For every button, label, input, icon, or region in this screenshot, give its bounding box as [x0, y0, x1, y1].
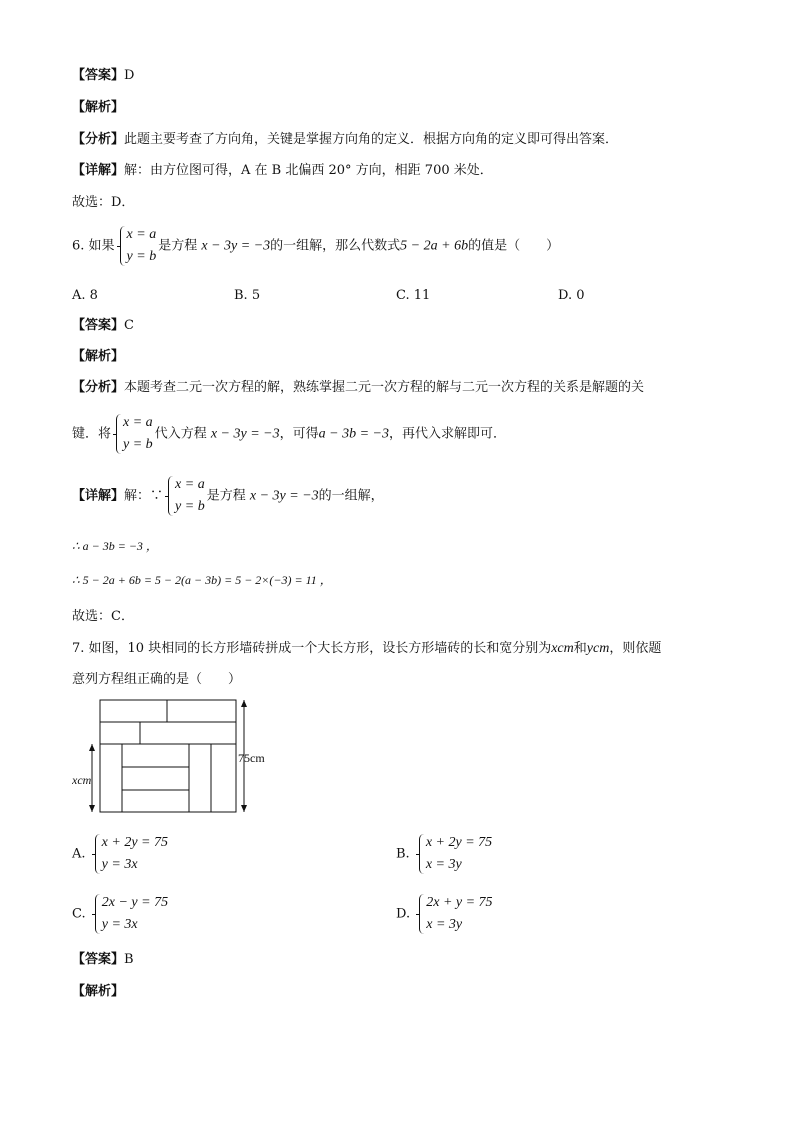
- q6-suffix: 的一组解，那么代数式: [270, 238, 401, 254]
- q7-option-d-system: [416, 892, 492, 936]
- q6-step2: [72, 570, 332, 590]
- q7-option-b-r1: x + 2y = 75: [425, 835, 493, 850]
- q6-analysis-tag: [72, 347, 124, 367]
- q7-ycm: ycm: [586, 641, 610, 656]
- q5-detail-line: [72, 161, 493, 181]
- q6-step1: [72, 536, 158, 556]
- choose-text: 故选：C．: [72, 609, 134, 624]
- fenxi-line2-eq: x − 3y = −3: [210, 426, 280, 442]
- analysis-tag: 【解析】: [72, 100, 125, 115]
- q6-detail-system: [165, 474, 205, 518]
- q7-option-c-system: [92, 892, 168, 936]
- q6-detail-sys-row1: x = a: [175, 477, 205, 492]
- answer-value: B: [124, 952, 134, 967]
- q7-analysis-tag: [72, 982, 124, 1002]
- q7-option-b-system: [416, 832, 492, 876]
- answer-tag: 【答案】: [72, 952, 125, 967]
- q6-option-c[interactable]: C. 11: [396, 288, 431, 303]
- q6-option-a[interactable]: A. 8: [72, 288, 98, 303]
- q7-option-b-letter: B.: [396, 846, 410, 862]
- fenxi-line2-d: ，再代入求解即可．: [388, 426, 506, 442]
- q6-end: 的值是（ ）: [468, 238, 560, 254]
- q7-option-a[interactable]: [72, 832, 170, 876]
- fenxi-tag: 【分析】: [72, 380, 125, 395]
- q7-option-a-r1: x + 2y = 75: [101, 835, 168, 850]
- q6-fenxi-line2: [72, 412, 506, 456]
- q7-stem-line1: [72, 639, 661, 659]
- q6-equation: x − 3y = −3: [201, 238, 271, 254]
- fenxi-tag: 【分析】: [72, 132, 125, 147]
- fenxi-line2-b: 代入方程: [154, 426, 207, 442]
- arrowhead-x-bottom: [89, 805, 95, 812]
- q6-option-d[interactable]: D. 0: [558, 288, 585, 303]
- fenxi-line2-eq2: a − 3b = −3: [318, 426, 389, 442]
- detail-text: 解：由方位图可得，A 在 B 北偏西 20° 方向，相距 700 米处．: [124, 163, 493, 178]
- q7-and: 和: [573, 641, 587, 656]
- q7-option-c[interactable]: [72, 892, 170, 936]
- q7-option-c-r2: y = 3x: [101, 917, 138, 932]
- q7-option-b[interactable]: [396, 832, 494, 876]
- q6-detail-sys-row2: y = b: [175, 499, 205, 514]
- q6-fenxi-sys-row2: y = b: [123, 437, 153, 452]
- q7-option-b-r2: x = 3y: [425, 857, 462, 872]
- step1-text: ∴ a − 3b = −3 ，: [72, 539, 158, 553]
- q6-system: [117, 224, 157, 268]
- because-symbol: ∵: [150, 488, 164, 504]
- detail-c: 的一组解，: [318, 488, 384, 504]
- q6-fenxi-system: [113, 412, 153, 456]
- q7-option-d-r1: 2x + y = 75: [426, 895, 493, 910]
- q7-line1-b: ，则依题: [609, 641, 662, 656]
- q6-prefix: 6. 如果: [72, 238, 115, 254]
- detail-tag: 【详解】: [72, 488, 125, 504]
- q7-option-c-r1: 2x − y = 75: [101, 895, 169, 910]
- q6-expr: 5 − 2a + 6b: [400, 238, 469, 254]
- figure-label-75: 75cm: [238, 751, 265, 765]
- q6-answer-line: [72, 316, 134, 336]
- q7-xcm: xcm: [551, 641, 574, 656]
- q7-line1-a: 7. 如图，10 块相同的长方形墙砖拼成一个大长方形，设长方形墙砖的长和宽分别为: [72, 641, 552, 656]
- detail-b: 是方程: [206, 488, 246, 504]
- q7-option-c-letter: C.: [72, 906, 86, 922]
- fenxi-line2-a: 键．将: [72, 426, 112, 442]
- q7-line2: 意列方程组正确的是（ ）: [72, 672, 242, 687]
- q6-choose-line: [72, 607, 134, 627]
- figure-label-x: xcm: [72, 773, 92, 787]
- q5-fenxi-line: [72, 130, 618, 150]
- fenxi-text: 此题主要考查了方向角，关键是掌握方向角的定义．根据方向角的定义即可得出答案．: [124, 132, 619, 147]
- arrowhead-75-top: [241, 700, 247, 707]
- answer-tag: 【答案】: [72, 318, 125, 333]
- q7-option-d-letter: D.: [396, 906, 411, 922]
- q7-option-a-system: [92, 832, 168, 876]
- arrowhead-x-top: [89, 744, 95, 751]
- answer-value: C: [124, 318, 134, 333]
- q7-stem-line2: [72, 670, 241, 690]
- q7-option-a-letter: A.: [72, 846, 86, 862]
- fenxi-line1: 本题考查二元一次方程的解，熟练掌握二元一次方程的解与二元一次方程的关系是解题的关: [124, 380, 645, 395]
- tile-figure: [72, 694, 292, 819]
- q6-middle: 是方程: [158, 238, 198, 254]
- q6-sys-row1: x = a: [126, 227, 157, 242]
- q6-stem: [72, 224, 559, 268]
- detail-eq: x − 3y = −3: [249, 488, 319, 504]
- choose-text: 故选：D．: [72, 195, 135, 210]
- q7-option-d[interactable]: [396, 892, 495, 936]
- answer-value: D: [124, 68, 135, 83]
- q7-option-d-r2: x = 3y: [426, 917, 463, 932]
- q6-fenxi-line1: [72, 378, 644, 398]
- q5-choose-line: [72, 193, 134, 213]
- detail-a: 解：: [124, 488, 151, 504]
- q5-analysis-tag: [72, 98, 124, 118]
- detail-tag: 【详解】: [72, 163, 125, 178]
- analysis-tag: 【解析】: [72, 984, 125, 999]
- q6-sys-row2: y = b: [126, 249, 157, 264]
- q6-fenxi-sys-row1: x = a: [123, 415, 153, 430]
- q7-answer-line: [72, 950, 134, 970]
- step2-text: ∴ 5 − 2a + 6b = 5 − 2(a − 3b) = 5 − 2×(−3) = 11 ，: [72, 573, 332, 587]
- arrowhead-75-bottom: [241, 805, 247, 812]
- q6-detail-line: [72, 474, 384, 518]
- q6-option-b[interactable]: B. 5: [234, 288, 261, 303]
- analysis-tag: 【解析】: [72, 349, 125, 364]
- fenxi-line2-c: ，可得: [279, 426, 319, 442]
- q7-option-a-r2: y = 3x: [101, 857, 138, 872]
- answer-tag: 【答案】: [72, 68, 125, 83]
- q5-answer-line: [72, 66, 134, 86]
- figure-outer-bottom: [100, 744, 236, 812]
